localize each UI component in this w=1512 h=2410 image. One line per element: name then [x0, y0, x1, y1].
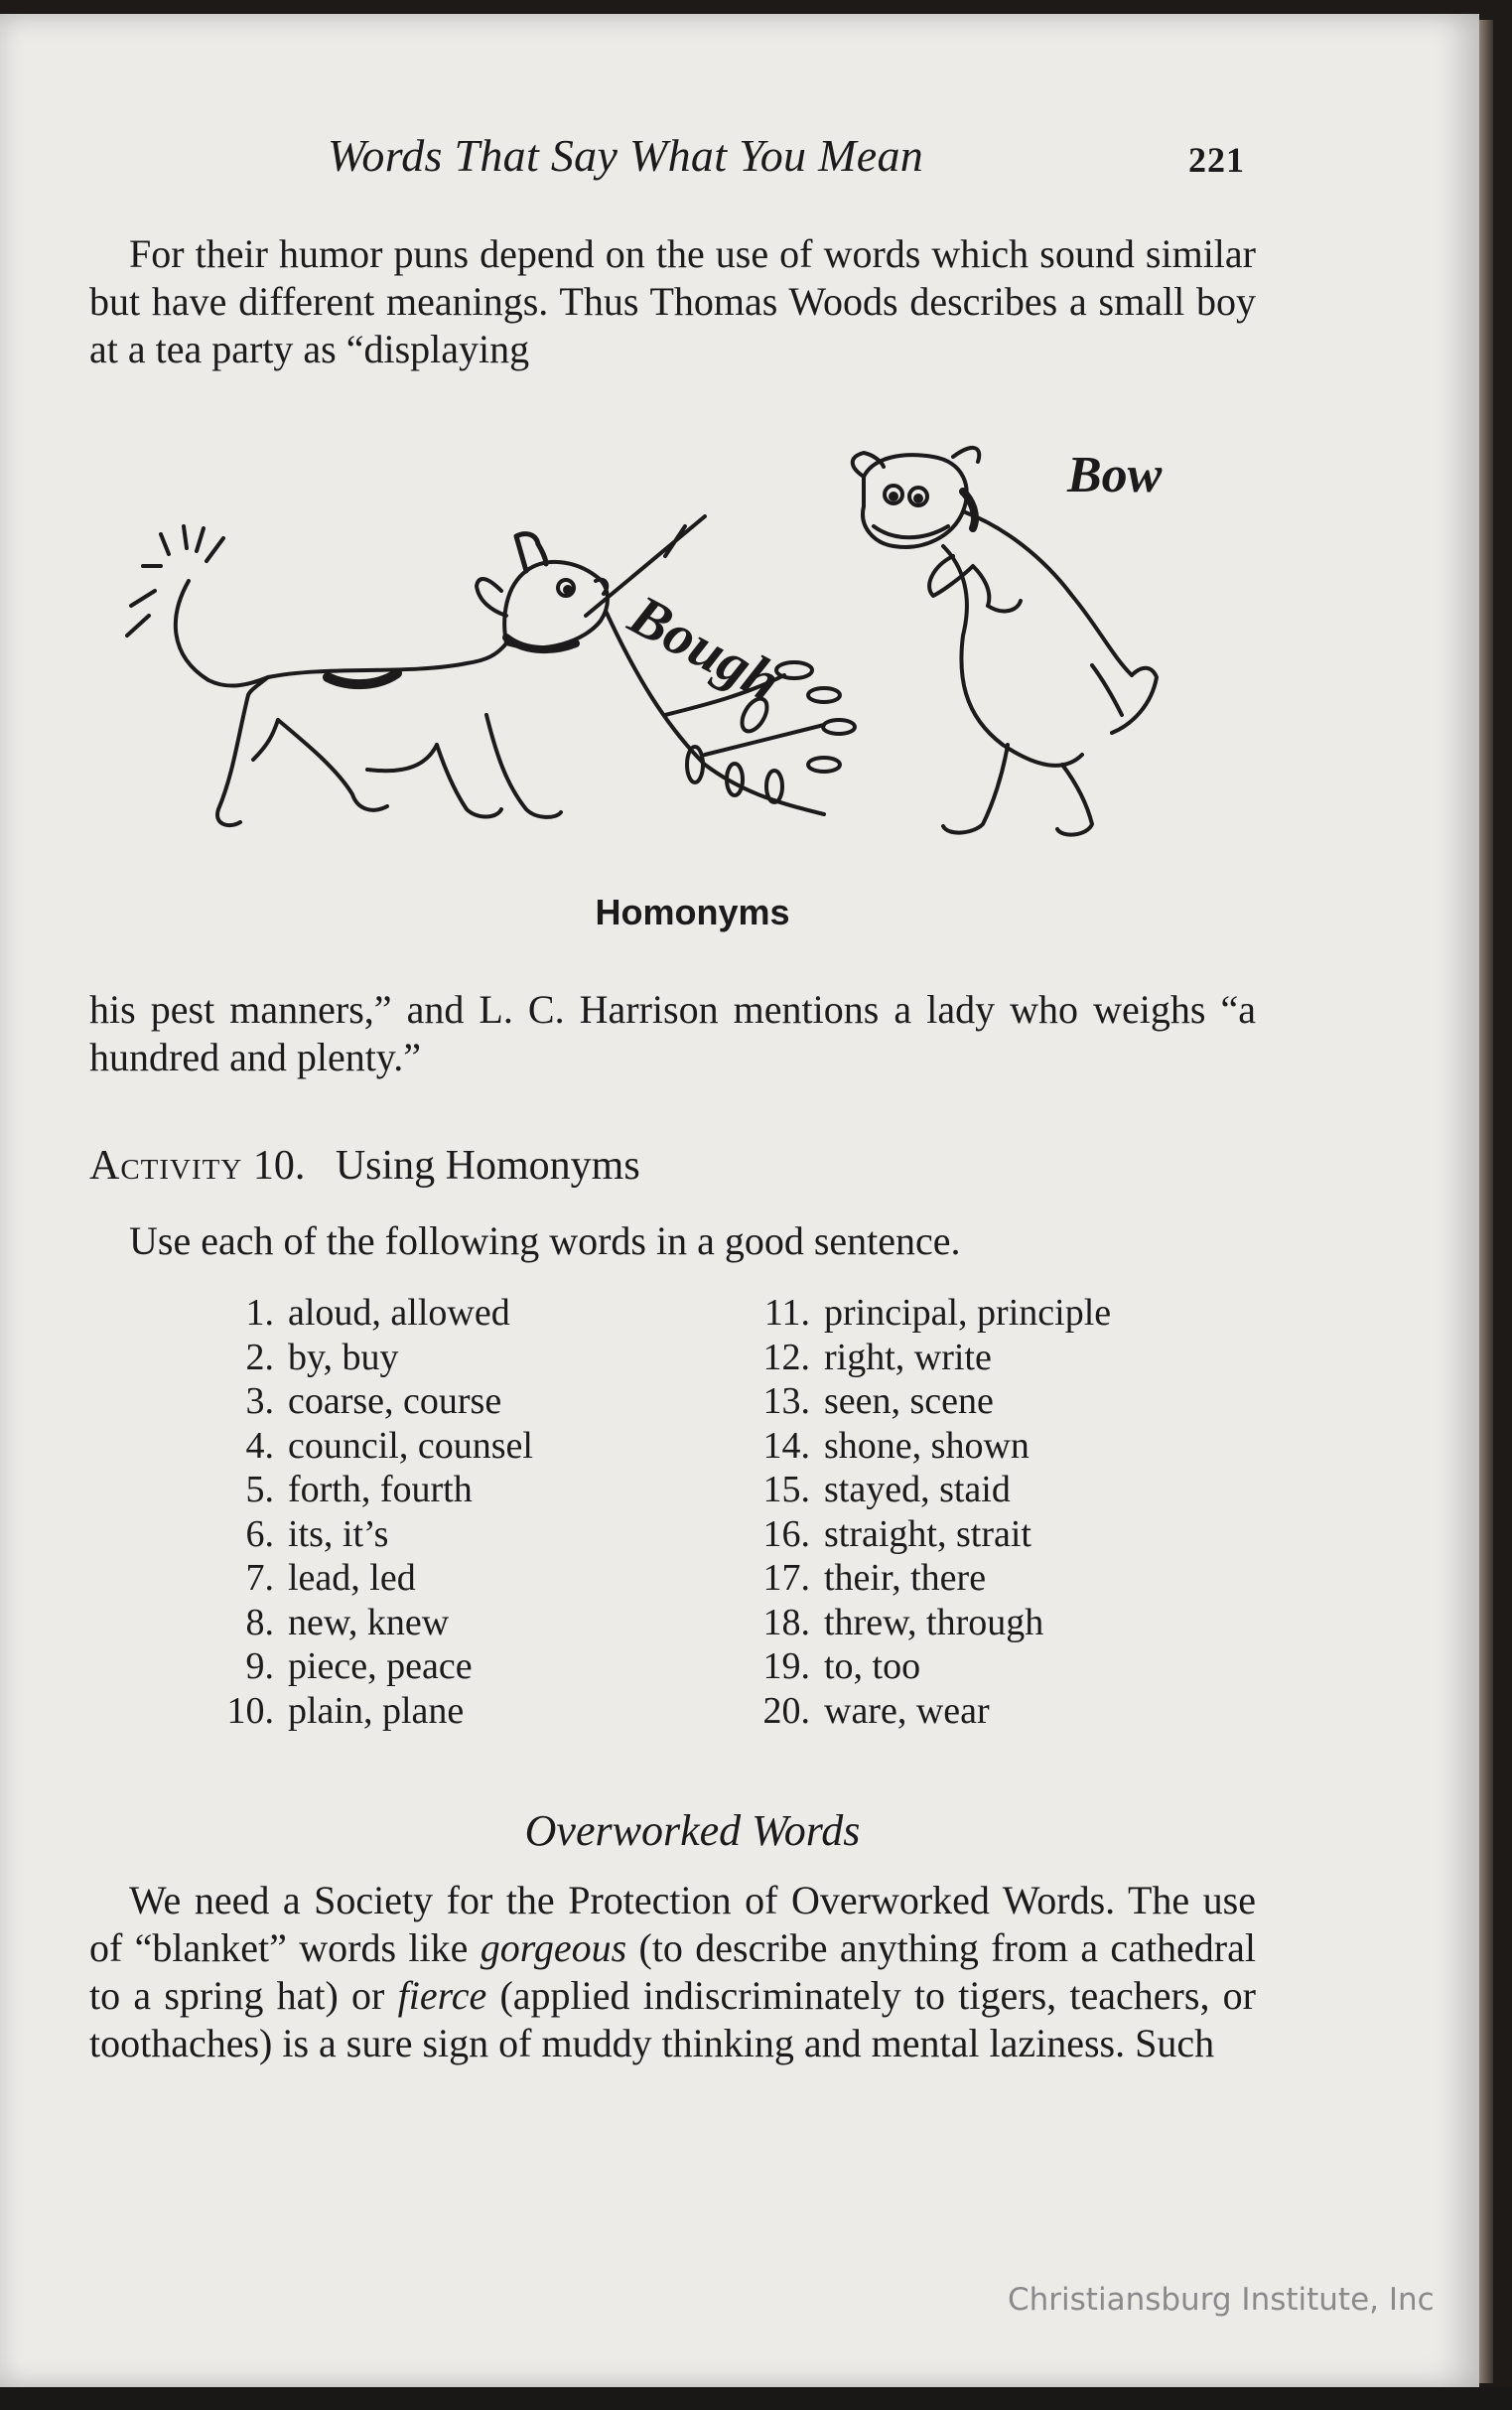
- word-list-number: 12.: [762, 1336, 810, 1378]
- word-list-words: aloud, allowed: [288, 1292, 510, 1334]
- bough-label: Bough: [619, 582, 791, 715]
- word-list-number: 11.: [763, 1292, 810, 1334]
- word-list-number: 19.: [762, 1645, 810, 1687]
- word-list-number: 1.: [245, 1292, 274, 1334]
- word-list-number: 20.: [762, 1689, 810, 1732]
- word-list-item: [199, 1601, 715, 1645]
- word-list-item: [199, 1644, 715, 1689]
- word-list-item: [735, 1468, 1251, 1512]
- word-list-words: ware, wear: [824, 1689, 990, 1732]
- word-list-item: [735, 1336, 1251, 1380]
- emphasis-fierce: fierce: [397, 1973, 487, 2018]
- word-list-number: 4.: [245, 1424, 274, 1467]
- word-list-number: 14.: [762, 1424, 810, 1467]
- word-list-number: 16.: [762, 1512, 810, 1555]
- word-list-left: [199, 1291, 715, 1733]
- word-list-words: principal, principle: [824, 1292, 1112, 1334]
- word-list-item: [735, 1601, 1251, 1645]
- word-list-item: [735, 1379, 1251, 1424]
- word-list-number: 6.: [245, 1512, 274, 1555]
- word-list-words: council, counsel: [288, 1424, 533, 1467]
- word-list-item: [735, 1556, 1251, 1601]
- bottom-band: [0, 2387, 1512, 2410]
- word-list-words: lead, led: [288, 1557, 416, 1599]
- paragraph-continued: his pest manners,” and L. C. Harrison mentions a lady who weighs “a hundred and plenty.”: [89, 987, 1256, 1079]
- word-list-number: 18.: [762, 1601, 810, 1643]
- emphasis-gorgeous: gorgeous: [480, 1925, 627, 1970]
- word-list-words: forth, fourth: [288, 1469, 473, 1510]
- word-list-number: 2.: [245, 1336, 274, 1378]
- running-title: Words That Say What You Mean: [328, 130, 924, 181]
- illustration-caption: Homonyms: [595, 892, 790, 932]
- bowing-dog-drawing: [853, 448, 1157, 835]
- activity-instruction: Use each of the following words in a good sentence.: [129, 1218, 961, 1263]
- activity-title: Using Homonyms: [335, 1143, 640, 1189]
- word-list-item: [735, 1644, 1251, 1689]
- paragraph-text-middle: (to describe anything from a cathedral to a spring hat) or: [89, 1925, 1256, 2018]
- word-list-words: stayed, staid: [824, 1469, 1011, 1510]
- page-edge: [1479, 20, 1493, 2383]
- word-list-words: threw, through: [824, 1601, 1044, 1643]
- paragraph-text-end: (applied indiscriminately to tigers, teachers, or toothaches) is a sure sign of muddy thinking and mental laziness. Such: [89, 1973, 1257, 2065]
- word-list-item: [199, 1336, 715, 1380]
- word-list-item: [199, 1689, 715, 1734]
- word-list-words: straight, strait: [824, 1512, 1031, 1555]
- word-list-words: its, it’s: [288, 1512, 389, 1555]
- word-list-number: 8.: [245, 1601, 274, 1643]
- word-list-item: [199, 1556, 715, 1601]
- word-list-item: [735, 1424, 1251, 1469]
- word-list-words: by, buy: [288, 1336, 399, 1378]
- word-list-words: their, there: [824, 1557, 987, 1599]
- page-number: 221: [1188, 140, 1245, 180]
- section-title: Overworked Words: [524, 1806, 861, 1855]
- word-list-number: 7.: [245, 1557, 274, 1599]
- word-list-item: [735, 1291, 1251, 1336]
- word-list-item: [199, 1468, 715, 1512]
- bow-label: Bow: [1067, 447, 1163, 503]
- word-list-words: right, write: [824, 1336, 992, 1378]
- paragraph-text-start: We need a Society for the Protection of Overworked Words. The use of “blanket” words like: [89, 1878, 1256, 1970]
- word-list-number: 3.: [245, 1380, 274, 1422]
- word-list-item: [199, 1424, 715, 1469]
- word-list-words: seen, scene: [824, 1380, 994, 1422]
- word-list-right: [735, 1291, 1251, 1733]
- word-list-number: 9.: [245, 1645, 274, 1687]
- word-list-number: 17.: [762, 1557, 810, 1599]
- activity-number: 10.: [252, 1143, 306, 1189]
- word-list-words: coarse, course: [288, 1380, 502, 1422]
- paragraph-overworked-words: [89, 1877, 1256, 2067]
- word-list-number: 13.: [762, 1380, 810, 1422]
- word-list-item: [199, 1512, 715, 1557]
- paragraph-intro: For their humor puns depend on the use of words which sound similar but have different meanings. Thus Thomas Woods describes a small boy at a tea party as “displaying: [89, 231, 1256, 371]
- word-list-number: 5.: [245, 1469, 274, 1510]
- word-list-number: 10.: [226, 1689, 274, 1732]
- activity-label: Activity: [89, 1143, 243, 1189]
- word-list-item: [199, 1291, 715, 1336]
- word-list-words: to, too: [824, 1645, 921, 1687]
- word-list-item: [735, 1689, 1251, 1734]
- watermark: Christiansburg Institute, Inc: [1008, 2282, 1435, 2318]
- word-list-words: new, knew: [288, 1601, 450, 1643]
- word-list-words: piece, peace: [288, 1645, 473, 1687]
- word-list-item: [735, 1512, 1251, 1557]
- homonyms-illustration: [109, 417, 1241, 884]
- word-list-words: plain, plane: [288, 1689, 465, 1732]
- activity-heading: [89, 1142, 640, 1190]
- word-list-item: [199, 1379, 715, 1424]
- word-list-number: 15.: [762, 1469, 810, 1510]
- word-list-words: shone, shown: [824, 1424, 1030, 1467]
